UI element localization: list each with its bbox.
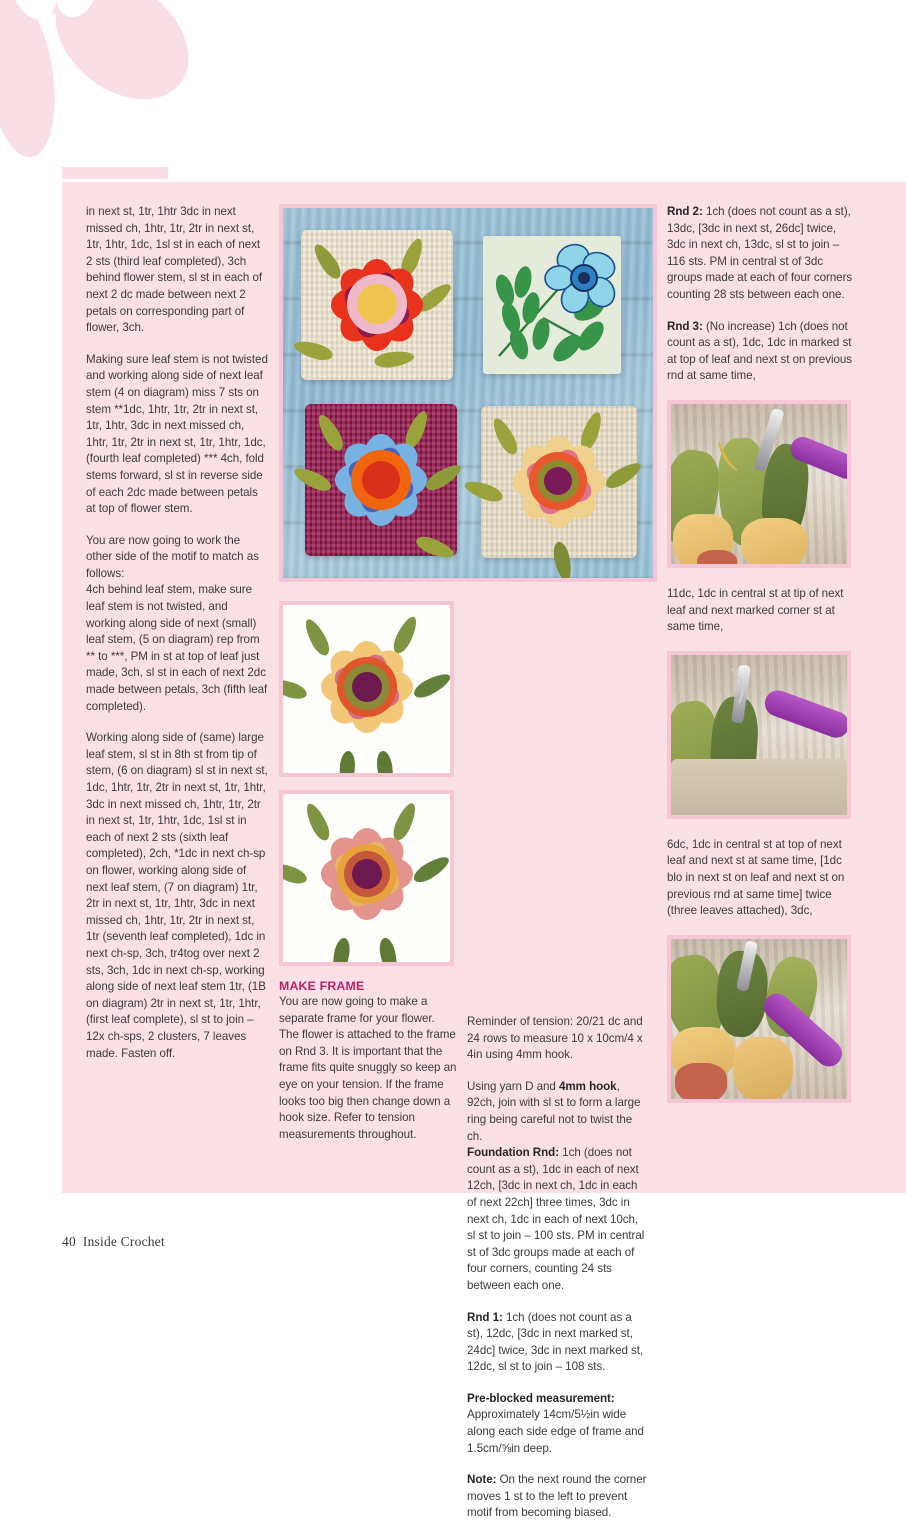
crochet-detail-hook-corner-photo <box>667 935 851 1103</box>
make-frame-heading: MAKE FRAME <box>279 979 365 993</box>
crochet-detail-hook-leaf-photo <box>667 651 851 819</box>
pattern-paragraph: Using yarn D and 4mm hook, 92ch, join with sl st to form a large ring being careful not to twist the ch. <box>467 1079 641 1143</box>
pattern-paragraph: 6dc, 1dc in central st at top of next leaf and next st at same time, [1dc blo in next st on leaf and next st on previous rnd at same time] twice (three leaves attached), 3dc, <box>667 837 845 918</box>
column-3 <box>467 601 647 1522</box>
four-crochet-flower-squares-photo <box>279 204 657 582</box>
column-2 <box>279 204 657 1522</box>
pattern-paragraph: Working along side of (same) large leaf stem, sl st in 8th st from tip of stem, (6 on diagram) sl st in next st, 1dc, 1htr, 1tr, 2tr in next st, 1tr, 1htr, 3dc in next missed ch, 1htr, 1tr, 2tr in next st, 1tr, 1htr, 1dc, 1sl st in each of next 2 sts (sixth leaf completed), 2ch, *1dc in next ch-sp on flower, working along side of next leaf stem, (7 on diagram) 1tr, 2tr in next st, 1tr, 1htr, 3dc in next missed ch, 1htr, 1tr, 2tr in next st, 1tr (seventh leaf completed), 1dc in next ch-sp, 3ch, tr4tog over next 2 sts, 3ch, 1dc in next ch-sp, working along side of next leaf stem 1tr, (1B on diagram) 2tr in next st, 1tr, 1htr, (first leaf complete), sl st to join – 12x ch-sps, 2 clusters, 7 leaves made. Fasten off. <box>86 731 268 1060</box>
pre-blocked-measurement-paragraph: Pre-blocked measurement: Approximately 14cm/5½in wide along each side edge of frame and 1.5cm/⅝in deep. <box>467 1391 644 1455</box>
pattern-paragraph: 4ch behind leaf stem, make sure leaf stem is not twisted, and working along side of next (small) leaf stem, (5 on diagram) rep from ** to ***, PM in st at top of leaf just made, 3ch, sl st in each of next 2dc made between petals, 3ch (fifth leaf completed). <box>86 583 268 713</box>
column-1 <box>86 204 269 1522</box>
tension-paragraph: Reminder of tension: 20/21 dc and 24 rows to measure 10 x 10cm/4 x 4in using 4mm hook. <box>467 1015 643 1062</box>
crochet-flower-motif-pink-photo <box>279 790 454 966</box>
make-frame-paragraph: You are now going to make a separate frame for your flower. The flower is attached to the frame on Rnd 3. It is important that the frame fits quite snuggly so keep an eye on your tension. If the frame looks too big then change down a hook size. Refer to tension measurements throughout. <box>279 995 457 1141</box>
columns-container <box>86 204 886 1522</box>
pattern-paragraph: 11dc, 1dc in central st at tip of next leaf and next marked corner st at same time, <box>667 586 844 634</box>
decorative-bar <box>62 167 168 179</box>
flower-petals-icon <box>0 0 194 176</box>
note-paragraph: Note: On the next round the corner moves 1 st to the left to prevent motif from becoming biased. <box>467 1473 647 1520</box>
crochet-flower-motif-yellow-photo <box>279 601 454 777</box>
pattern-paragraph: You are now going to work the other side of the motif to match as follows: <box>86 533 259 580</box>
page-number: 40 <box>62 1234 76 1249</box>
foundation-round-paragraph: Foundation Rnd: 1ch (does not count as a st), 1dc in each of next 12ch, [3dc in next ch, 1dc in each of next 22ch] three times, 3dc in next ch, 1dc in each of next 10ch, sl st to join – 100 sts. PM in central st of 3dc groups made at each of four corners, counting 24 sts between each one. <box>467 1146 645 1292</box>
pattern-paragraph: Making sure leaf stem is not twisted and working along side of next leaf stem (4 on diagram) miss 7 sts on stem **1dc, 1htr, 1tr, 2tr in next st, 1tr, 1htr, 3dc in next missed ch, 1htr, 1tr, 2tr in next st, 1tr, 1htr, 1dc, (fourth leaf completed) *** 4ch, fold stems forward, sl st in reverse side of each 2dc made between petals at top of flower stem. <box>86 352 268 516</box>
page-footer <box>62 1234 165 1250</box>
pattern-paragraph: in next st, 1tr, 1htr 3dc in next missed ch, 1htr, 1tr, 2tr in next st, 1tr, 1htr, 1dc, 1sl st in each of next 2 sts (third leaf completed), 3ch behind flower stem, sl st in each of next 2 dc made between next 2 petals on corresponding part of flower, 3ch. <box>86 205 263 335</box>
round-3-paragraph: Rnd 3: (No increase) 1ch (does not count as a st), 1dc, 1dc in marked st at top of leaf and next st on previous rnd at same time, <box>667 319 853 383</box>
crochet-detail-hook-leaves-photo <box>667 400 851 568</box>
column-4 <box>667 204 857 1522</box>
round-1-paragraph: Rnd 1: 1ch (does not count as a st), 12dc, [3dc in next marked st, 24dc] twice, 3dc in next marked st, 12dc, sl st to join – 108 sts. <box>467 1310 644 1374</box>
publication-name: Inside Crochet <box>82 1234 165 1249</box>
round-2-paragraph: Rnd 2: 1ch (does not count as a st), 13dc, [3dc in next st, 26dc] twice, 3dc in next ch, 13dc, sl st to join – 116 sts. PM in central st of 3dc groups made at each of four corners counting 28 sts between each one. <box>667 205 853 301</box>
